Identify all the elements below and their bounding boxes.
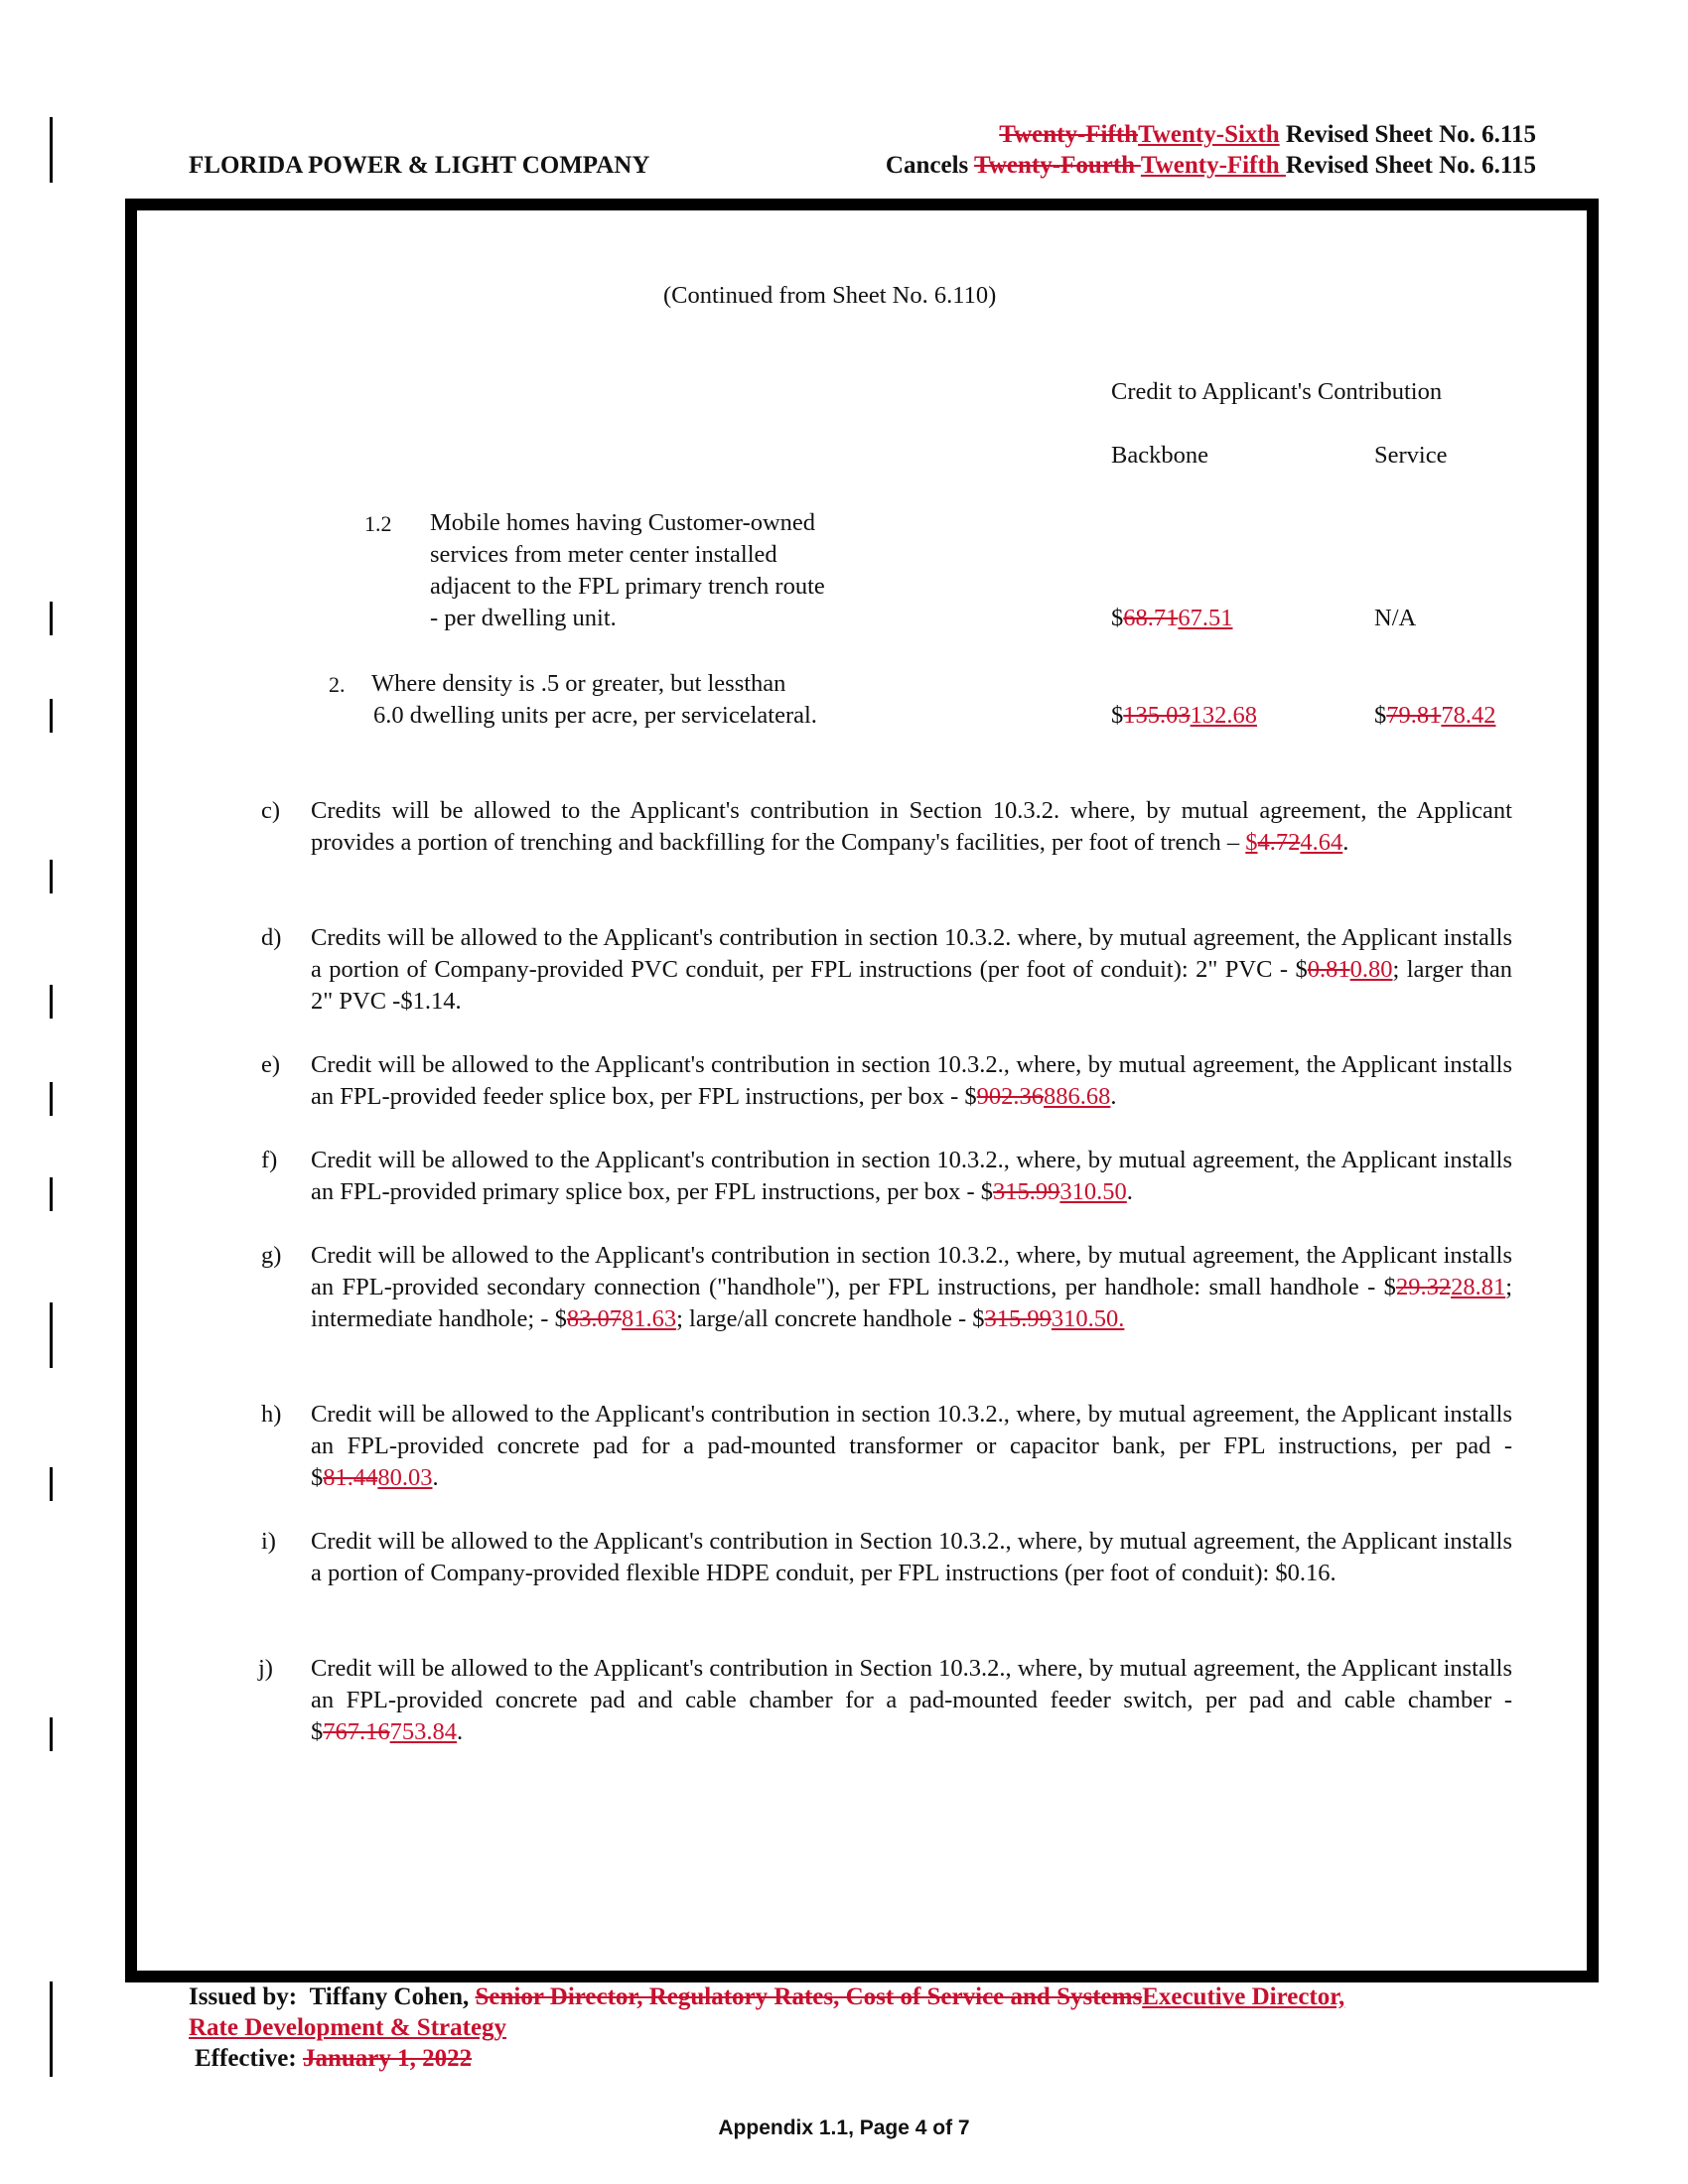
inserted-value: 28.81 bbox=[1451, 1274, 1506, 1300]
item-text: Credit will be allowed to the Applicant's contribution in section 10.3.2., where, by mutual agreement, the Applicant installs an FPL-provided feeder splice box, per FPL instructions, per box - $ bbox=[311, 1051, 1512, 1110]
deleted-value: 4.72 bbox=[1257, 829, 1301, 856]
inserted-value: 4.64 bbox=[1300, 829, 1343, 856]
deleted-value: 68.71 bbox=[1123, 605, 1179, 631]
deleted-title: Senior Director, Regulatory Rates, Cost of Service and Systems bbox=[475, 1983, 1143, 2010]
row-desc-line: 6.0 dwelling units per acre, per servicelateral. bbox=[373, 702, 817, 729]
item-text: Credits will be allowed to the Applicant's contribution in Section 10.3.2. where, by mutual agreement, the Applicant provides a portion of trenching and backfilling for the Company's facilities, per foot of trench – bbox=[311, 797, 1512, 856]
deleted-value: 315.99 bbox=[984, 1305, 1052, 1332]
change-bar bbox=[50, 602, 53, 635]
row-number: 1.2 bbox=[364, 511, 392, 536]
deleted-value: 81.44 bbox=[323, 1464, 378, 1491]
credit-heading: Credit to Applicant's Contribution bbox=[1111, 378, 1443, 405]
deleted-value: 83.07 bbox=[566, 1305, 622, 1332]
appendix-page-label: Appendix 1.1, Page 4 of 7 bbox=[718, 2116, 970, 2139]
item-text: Credit will be allowed to the Applicant's contribution in section 10.3.2., where, by mutual agreement, the Applicant installs an FPL-provided secondary connection ("handhole"), per FPL instructions, per handhole: small handhole - $ bbox=[311, 1242, 1512, 1300]
change-bar bbox=[50, 985, 53, 1019]
item-text-end: . bbox=[432, 1464, 439, 1491]
dollar-sign: $ bbox=[1111, 702, 1124, 729]
item-c bbox=[311, 795, 1512, 859]
change-bar bbox=[50, 1467, 53, 1501]
deleted-value: 135.03 bbox=[1123, 702, 1191, 729]
item-label: g) bbox=[261, 1242, 282, 1269]
dollar-sign: $ bbox=[1374, 702, 1387, 729]
deleted-value: 29.32 bbox=[1395, 1274, 1452, 1300]
item-text: Credit will be allowed to the Applicant's contribution in Section 10.3.2., where, by mutual agreement, the Applicant installs a portion of Company-provided flexible HDPE conduit, per FPL instructions (per foot of conduit): $0.16. bbox=[311, 1528, 1512, 1586]
row-desc-line: Mobile homes having Customer-owned bbox=[430, 509, 816, 536]
item-text: Credit will be allowed to the Applicant's contribution in section 10.3.2., where, by mutual agreement, the Applicant installs an FPL-provided primary splice box, per FPL instructions, per box - $ bbox=[311, 1147, 1512, 1205]
issued-title-line-2 bbox=[189, 2012, 506, 2044]
row-desc-line: Where density is .5 or greater, but lessthan bbox=[371, 670, 786, 697]
cancels-line bbox=[886, 152, 1536, 180]
item-label: i) bbox=[261, 1528, 276, 1555]
row-desc-line: services from meter center installed bbox=[430, 541, 777, 568]
item-i bbox=[311, 1526, 1512, 1589]
row-desc-line: adjacent to the FPL primary trench route bbox=[430, 573, 825, 600]
item-h bbox=[311, 1399, 1512, 1494]
col-service: Service bbox=[1374, 442, 1448, 469]
dollar-sign: $ bbox=[1111, 605, 1124, 631]
effective-label: Effective: bbox=[195, 2045, 303, 2072]
item-label: f) bbox=[261, 1147, 278, 1173]
col-backbone: Backbone bbox=[1111, 442, 1208, 469]
company-name: FLORIDA POWER & LIGHT COMPANY bbox=[189, 152, 650, 179]
item-text-end: . bbox=[1110, 1083, 1117, 1110]
item-text: ; large/all concrete handhole - $ bbox=[676, 1305, 985, 1332]
item-j bbox=[311, 1653, 1512, 1748]
sheet-label: Revised Sheet No. 6.115 bbox=[1285, 152, 1536, 179]
item-e bbox=[311, 1049, 1512, 1113]
inserted-text: Twenty-Sixth bbox=[1138, 121, 1280, 148]
item-label: h) bbox=[261, 1401, 282, 1428]
change-bar bbox=[50, 699, 53, 733]
change-bar bbox=[50, 860, 53, 893]
item-label: d) bbox=[261, 924, 282, 951]
deleted-text: Twenty-Fourth bbox=[974, 152, 1141, 179]
issued-label: Issued by: bbox=[189, 1983, 298, 2010]
sheet-revision-line bbox=[999, 121, 1536, 149]
dollar-sign: $ bbox=[1245, 829, 1258, 856]
inserted-value: 753.84 bbox=[389, 1718, 457, 1745]
row-desc-line: - per dwelling unit. bbox=[430, 605, 617, 631]
change-bar bbox=[50, 1302, 53, 1368]
item-label: j) bbox=[258, 1655, 273, 1682]
item-text-end: ; larger than 2" PVC -$1.14. bbox=[311, 956, 1513, 1015]
inserted-value: 886.68 bbox=[1044, 1083, 1111, 1110]
sheet-label: Revised Sheet No. 6.115 bbox=[1279, 121, 1536, 148]
inserted-value: 310.50 bbox=[1059, 1178, 1127, 1205]
item-text: ; intermediate handhole; - $ bbox=[311, 1274, 1512, 1332]
deleted-date: January 1, 2022 bbox=[302, 2045, 473, 2072]
change-bar bbox=[50, 1717, 53, 1751]
cancels-label: Cancels bbox=[885, 152, 975, 179]
inserted-value: 80.03 bbox=[377, 1464, 433, 1491]
backbone-value bbox=[1111, 603, 1233, 634]
backbone-value bbox=[1111, 700, 1257, 732]
inserted-value: 78.42 bbox=[1441, 702, 1496, 729]
item-d bbox=[311, 922, 1512, 1018]
item-text-end: . bbox=[1342, 829, 1349, 856]
service-value: N/A bbox=[1374, 605, 1417, 631]
inserted-title: Rate Development & Strategy bbox=[189, 2014, 507, 2041]
item-f bbox=[311, 1145, 1512, 1208]
service-value bbox=[1374, 700, 1496, 732]
deleted-value: 767.16 bbox=[323, 1718, 390, 1745]
effective-line bbox=[195, 2043, 472, 2075]
deleted-value: 79.81 bbox=[1386, 702, 1442, 729]
item-text: Credit will be allowed to the Applicant's contribution in Section 10.3.2., where, by mutual agreement, the Applicant installs an FPL-provided concrete pad and cable chamber for a pad-mounted feeder switch, per pad and cable chamber - $ bbox=[311, 1655, 1512, 1745]
deleted-value: 0.81 bbox=[1307, 956, 1350, 983]
change-bar bbox=[50, 1177, 53, 1211]
issuer-name: Tiffany Cohen, bbox=[309, 1983, 476, 2010]
item-text: Credit will be allowed to the Applicant's contribution in section 10.3.2., where, by mutual agreement, the Applicant installs an FPL-provided concrete pad for a pad-mounted transformer or capacitor bank, per FPL instructions, per pad - $ bbox=[311, 1401, 1512, 1491]
item-label: c) bbox=[261, 797, 281, 824]
change-bar bbox=[50, 1981, 53, 2077]
inserted-value: 310.50. bbox=[1051, 1305, 1125, 1332]
item-g bbox=[311, 1240, 1512, 1335]
item-text: Credits will be allowed to the Applicant's contribution in section 10.3.2. where, by mutual agreement, the Applicant installs a portion of Company-provided PVC conduit, per FPL instructions (per foot of conduit): 2" PVC - $ bbox=[311, 924, 1512, 983]
issued-by-line bbox=[189, 1981, 1344, 2013]
inserted-value: 81.63 bbox=[621, 1305, 677, 1332]
inserted-title: Executive Director, bbox=[1142, 1983, 1345, 2010]
item-text-end: . bbox=[1126, 1178, 1133, 1205]
continued-note: (Continued from Sheet No. 6.110) bbox=[663, 282, 997, 309]
deleted-text: Twenty-Fifth bbox=[999, 121, 1139, 148]
inserted-value: 67.51 bbox=[1178, 605, 1233, 631]
deleted-value: 315.99 bbox=[993, 1178, 1060, 1205]
inserted-value: 0.80 bbox=[1349, 956, 1393, 983]
deleted-value: 902.36 bbox=[976, 1083, 1045, 1110]
inserted-text: Twenty-Fifth bbox=[1140, 152, 1286, 179]
item-text-end: . bbox=[457, 1718, 464, 1745]
inserted-value: 132.68 bbox=[1190, 702, 1257, 729]
item-label: e) bbox=[261, 1051, 281, 1078]
change-bar bbox=[50, 117, 53, 183]
change-bar bbox=[50, 1082, 53, 1116]
row-number: 2. bbox=[329, 672, 346, 697]
